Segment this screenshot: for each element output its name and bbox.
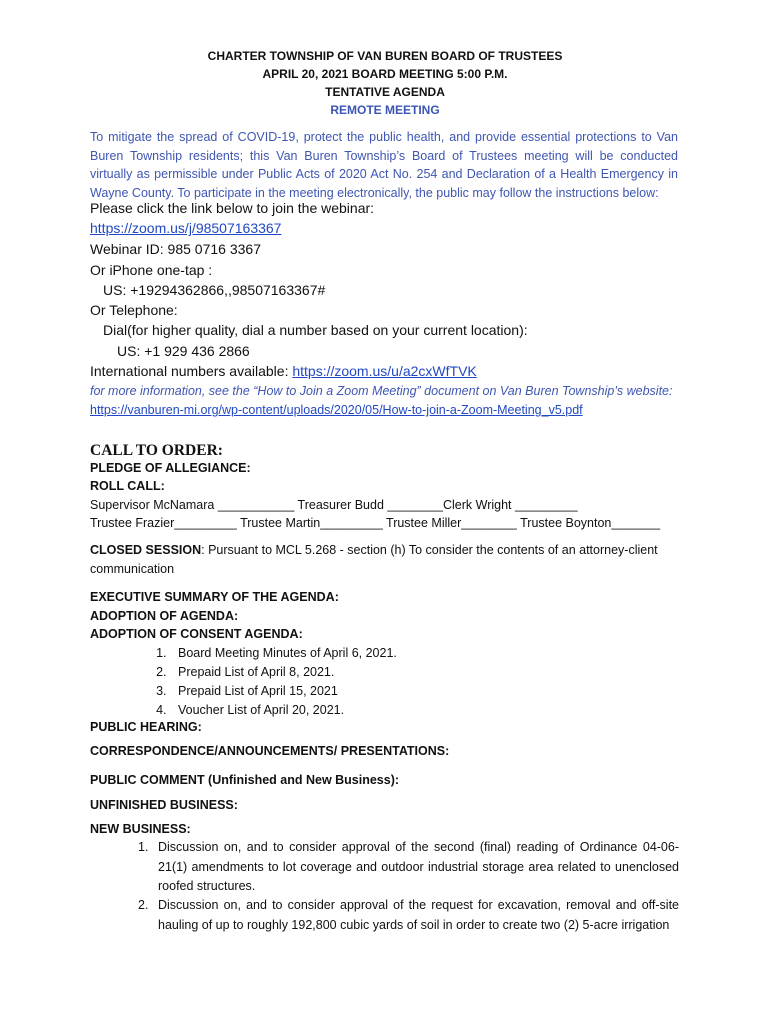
click-instruction: Please click the link below to join the webinar: <box>90 200 375 216</box>
new-business-heading: NEW BUSINESS: <box>90 822 191 836</box>
dial-instruction: Dial(for higher quality, dial a number based on your current location): <box>103 322 528 338</box>
new-business-item <box>138 838 679 897</box>
covid-notice: To mitigate the spread of COVID-19, protect the public health, and provide essential protections to Van Buren Township residents; this Van Buren Township’s Board of Trustees meeting will be conducted virtually as permissible under Public Acts of 2020 Act No. 254 and Declaration of a Health Emergency in Wayne County. To participate in the meeting electronically, the public may follow the instructions below: <box>90 130 678 200</box>
public-hearing-heading: PUBLIC HEARING: <box>90 720 202 734</box>
international-label: International numbers available: <box>90 363 293 379</box>
how-to-join-link[interactable]: https://vanburen-mi.org/wp-content/uploads/2020/05/How-to-join-a-Zoom-Meeting_v5.pdf <box>90 403 583 417</box>
pledge-heading: PLEDGE OF ALLEGIANCE: <box>90 461 251 475</box>
executive-summary-heading: EXECUTIVE SUMMARY OF THE AGENDA: <box>90 590 339 604</box>
header-subtitle: TENTATIVE AGENDA <box>325 85 445 99</box>
item-number: 2. <box>138 898 149 912</box>
new-business-item <box>138 896 679 935</box>
correspondence-heading: CORRESPONDENCE/ANNOUNCEMENTS/ PRESENTATIONS: <box>90 744 450 758</box>
consent-item: 1. Board Meeting Minutes of April 6, 2021. <box>170 644 397 663</box>
public-comment-heading: PUBLIC COMMENT (Unfinished and New Business): <box>90 773 400 787</box>
closed-session <box>90 541 680 579</box>
consent-item: 3. Prepaid List of April 15, 2021 <box>170 682 397 701</box>
consent-agenda-list <box>112 644 397 720</box>
header-date: APRIL 20, 2021 BOARD MEETING 5:00 P.M. <box>262 67 508 81</box>
webinar-link[interactable]: https://zoom.us/j/98507163367 <box>90 220 282 236</box>
call-to-order-heading: CALL TO ORDER: <box>90 442 223 459</box>
iphone-label: Or iPhone one-tap : <box>90 262 213 278</box>
item-number: 1. <box>138 840 149 854</box>
item-text: Discussion on, and to consider approval of the second (final) reading of Ordinance 04-06-21(1) amendments to lot coverage and outdoor industrial storage area related to unenclosed roofed structures. <box>158 840 679 893</box>
us-phone-number: US: +1 929 436 2866 <box>117 343 250 359</box>
header-remote: REMOTE MEETING <box>330 103 440 117</box>
closed-session-label: CLOSED SESSION <box>90 543 202 557</box>
item-text: Discussion on, and to consider approval of the request for excavation, removal and off-site hauling of up to roughly 192,800 cubic yards of soil in order to create two (2) 5-acre irrigation <box>158 898 679 932</box>
consent-item: 2. Prepaid List of April 8, 2021. <box>170 663 397 682</box>
telephone-label: Or Telephone: <box>90 302 178 318</box>
unfinished-business-heading: UNFINISHED BUSINESS: <box>90 798 238 812</box>
closed-session-text: : Pursuant to MCL 5.268 - section (h) To consider the contents of an attorney-client communication <box>90 543 658 576</box>
roll-call-line-2: Trustee Frazier_________ Trustee Martin_________ Trustee Miller________ Trustee Boynton_______ <box>90 516 661 530</box>
adoption-agenda-heading: ADOPTION OF AGENDA: <box>90 609 239 623</box>
international-link[interactable]: https://zoom.us/u/a2cxWfTVK <box>292 363 477 379</box>
iphone-number: US: +19294362866,,98507163367# <box>103 282 326 298</box>
international-line <box>90 363 477 379</box>
roll-call-heading: ROLL CALL: <box>90 479 165 493</box>
roll-call-line-1: Supervisor McNamara ___________ Treasurer Budd ________Clerk Wright _________ <box>90 498 578 512</box>
more-info-text: for more information, see the “How to Join a Zoom Meeting” document on Van Buren Township’s website: <box>90 384 673 398</box>
header-title: CHARTER TOWNSHIP OF VAN BUREN BOARD OF TRUSTEES <box>207 49 563 63</box>
webinar-id: Webinar ID: 985 0716 3367 <box>90 241 261 257</box>
consent-item: 4. Voucher List of April 20, 2021. <box>170 701 397 720</box>
consent-agenda-heading: ADOPTION OF CONSENT AGENDA: <box>90 627 303 641</box>
